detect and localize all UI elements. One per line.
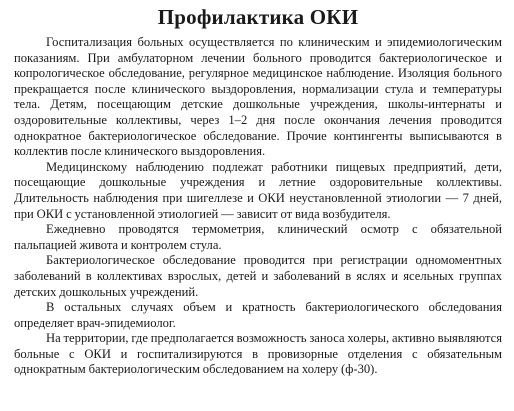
document-body — [14, 35, 502, 378]
paragraph-daily-examination: Ежедневно проводятся термометрия, клинический осмотр с обязательной пальпацией живота и контролем стула. — [14, 222, 502, 252]
paragraph-bacteriological-testing: Бактериологическое обследование проводится при регистрации одномоментных заболеваний в коллективах взрослых, детей и заболеваний в яслях и ясельных группах детских дошкольных учреждений. — [14, 253, 502, 299]
paragraph-medical-observation: Медицинскому наблюдению подлежат работники пищевых предприятий, дети, посещающие дошкольные учреждения и летние оздоровительные коллективы. Длительность наблюдения при шигеллезе и ОКИ неустановленной этиологии — 7 дней, при ОКИ с установленной этиологией — зависит от вида возбудителя. — [14, 159, 502, 221]
paragraph-hospitalization: Госпитализация больных осуществляется по клиническим и эпидемиологическим показаниям. При амбулаторном лечении больного проводится бактериологическое и копрологическое обследование, регулярное медицинское наблюдение. Изоляция больного прекращается после клинического выздоровления, нормализации стула и температуры тела. Детям, посещающим детские дошкольные учреждения, школы-интернаты и оздоровительные коллективы, через 1–2 дня после окончания лечения проводится однократное бактериологическое обследование. Прочие контингенты выписываются в коллектив после клинического выздоровления. — [14, 35, 502, 159]
paragraph-other-cases: В остальных случаях объем и кратность бактериологического обследования определяет врач-эпидемиолог. — [14, 300, 502, 330]
page-title: Профилактика ОКИ — [157, 5, 359, 29]
paragraph-cholera: На территории, где предполагается возможность заноса холеры, активно выявляются больные с ОКИ и госпитализируются в провизорные отделения с обязательным однократным бактериологическим обследованием на холеру (ф-30). — [14, 331, 502, 377]
